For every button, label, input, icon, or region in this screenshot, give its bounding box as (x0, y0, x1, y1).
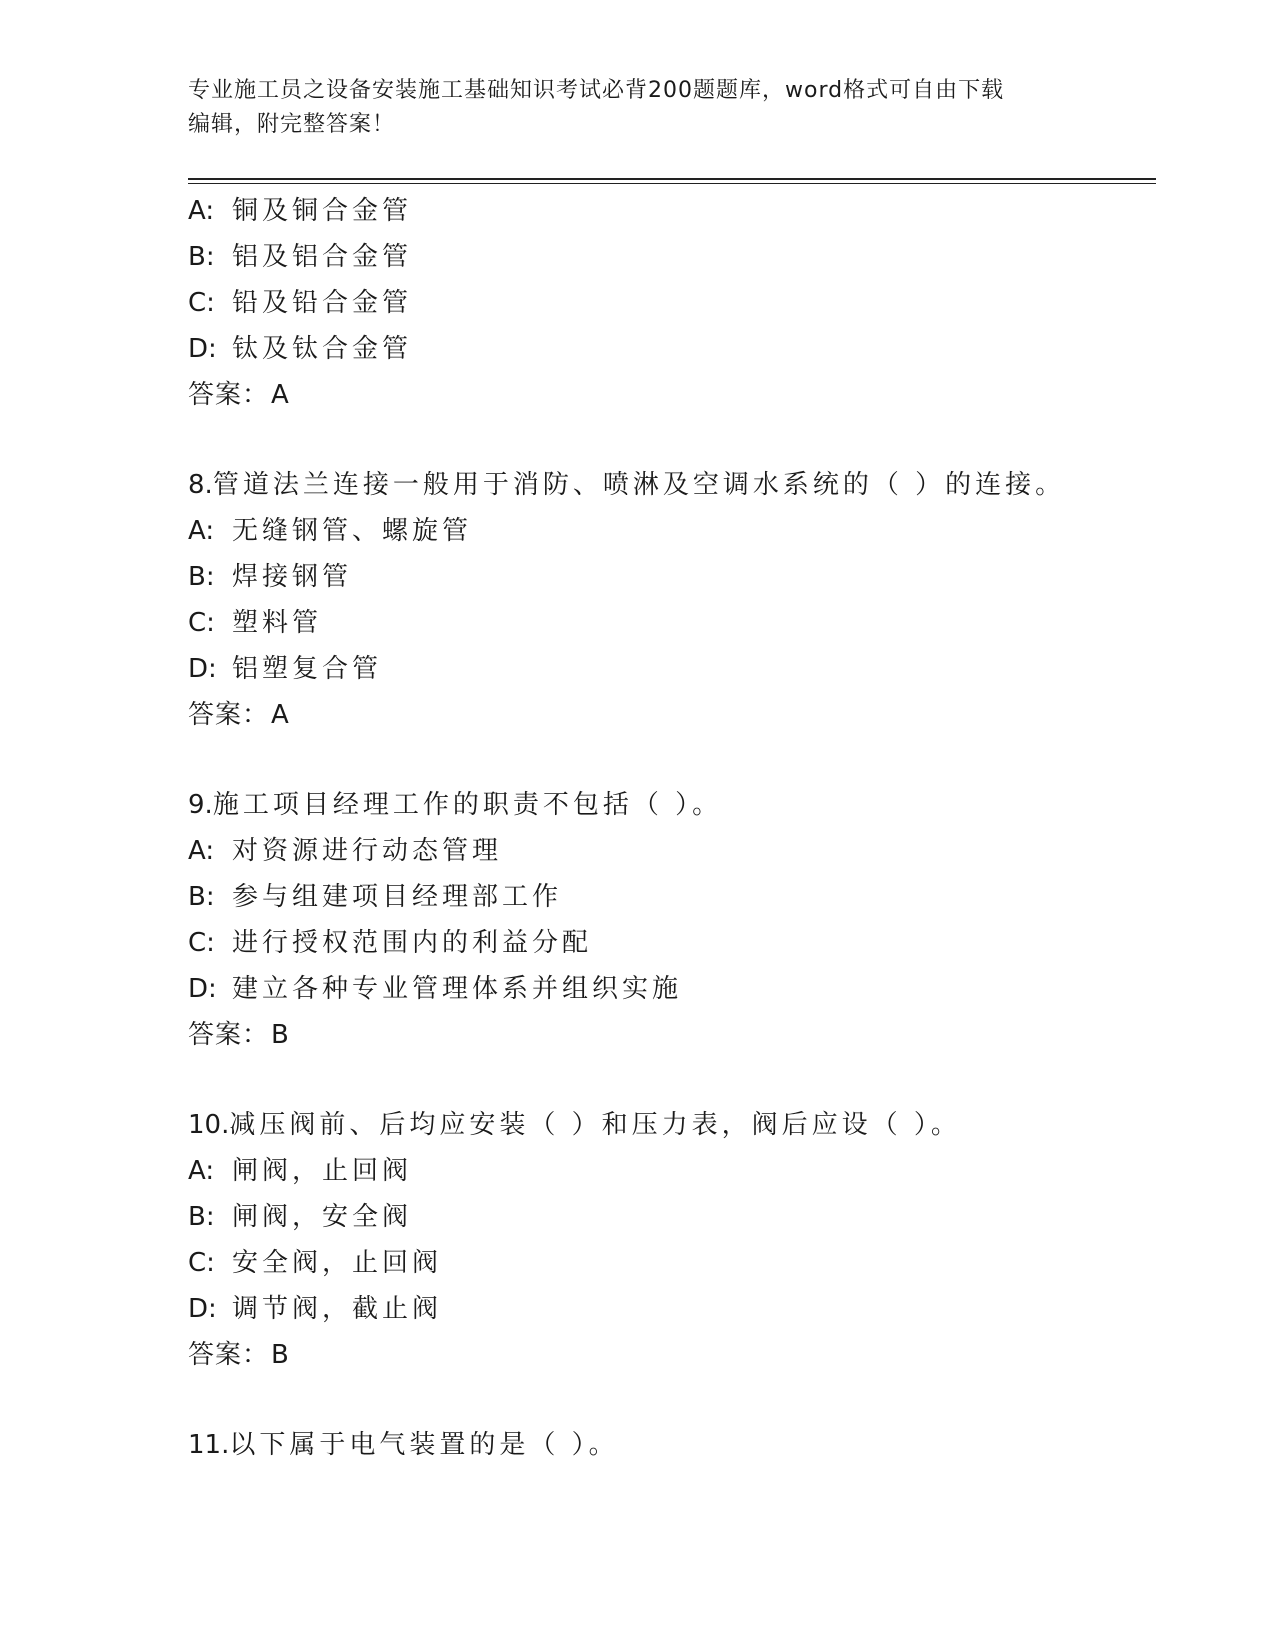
question-block-11 (188, 1422, 1156, 1468)
question-block-8 (188, 462, 1156, 738)
option-c: C: 进行授权范围内的利益分配 (188, 928, 593, 958)
option-a: A: 铜及铜合金管 (188, 196, 413, 226)
option-b: B: 参与组建项目经理部工作 (188, 882, 563, 912)
header-title-line-1: 专业施工员之设备安装施工基础知识考试必背200题题库，word格式可自由下载 (188, 78, 1005, 103)
option-b: B: 闸阀，安全阀 (188, 1202, 413, 1232)
question-text: 8.管道法兰连接一般用于消防、喷淋及空调水系统的（ ）的连接。 (188, 470, 1066, 500)
question-text: 11.以下属于电气装置的是（ ）。 (188, 1430, 619, 1460)
option-c: C: 塑料管 (188, 608, 323, 638)
option-d: D: 建立各种专业管理体系并组织实施 (188, 974, 683, 1004)
answer-line: 答案：B (188, 1340, 289, 1370)
header-divider-thick (188, 178, 1156, 180)
option-a: A: 闸阀，止回阀 (188, 1156, 413, 1186)
option-d: D: 调节阀，截止阀 (188, 1294, 443, 1324)
option-b: B: 铝及铝合金管 (188, 242, 413, 272)
question-text: 9.施工项目经理工作的职责不包括（ ）。 (188, 790, 723, 820)
option-c: C: 安全阀，止回阀 (188, 1248, 443, 1278)
answer-line: 答案：A (188, 700, 289, 730)
option-c: C: 铅及铅合金管 (188, 288, 413, 318)
header-title-line-2: 编辑，附完整答案！ (188, 112, 396, 137)
option-d: D: 钛及钛合金管 (188, 334, 413, 364)
option-a: A: 对资源进行动态管理 (188, 836, 503, 866)
option-d: D: 铝塑复合管 (188, 654, 383, 684)
answer-line: 答案：A (188, 380, 289, 410)
document-header (188, 74, 1068, 142)
header-divider-thin (188, 183, 1156, 184)
question-block-7 (188, 188, 1156, 418)
option-a: A: 无缝钢管、螺旋管 (188, 516, 473, 546)
answer-line: 答案：B (188, 1020, 289, 1050)
question-text: 10.减压阀前、后均应安装（ ）和压力表，阀后应设（ ）。 (188, 1110, 961, 1140)
question-list (188, 188, 1156, 1468)
option-b: B: 焊接钢管 (188, 562, 353, 592)
question-block-9 (188, 782, 1156, 1058)
question-block-10 (188, 1102, 1156, 1378)
